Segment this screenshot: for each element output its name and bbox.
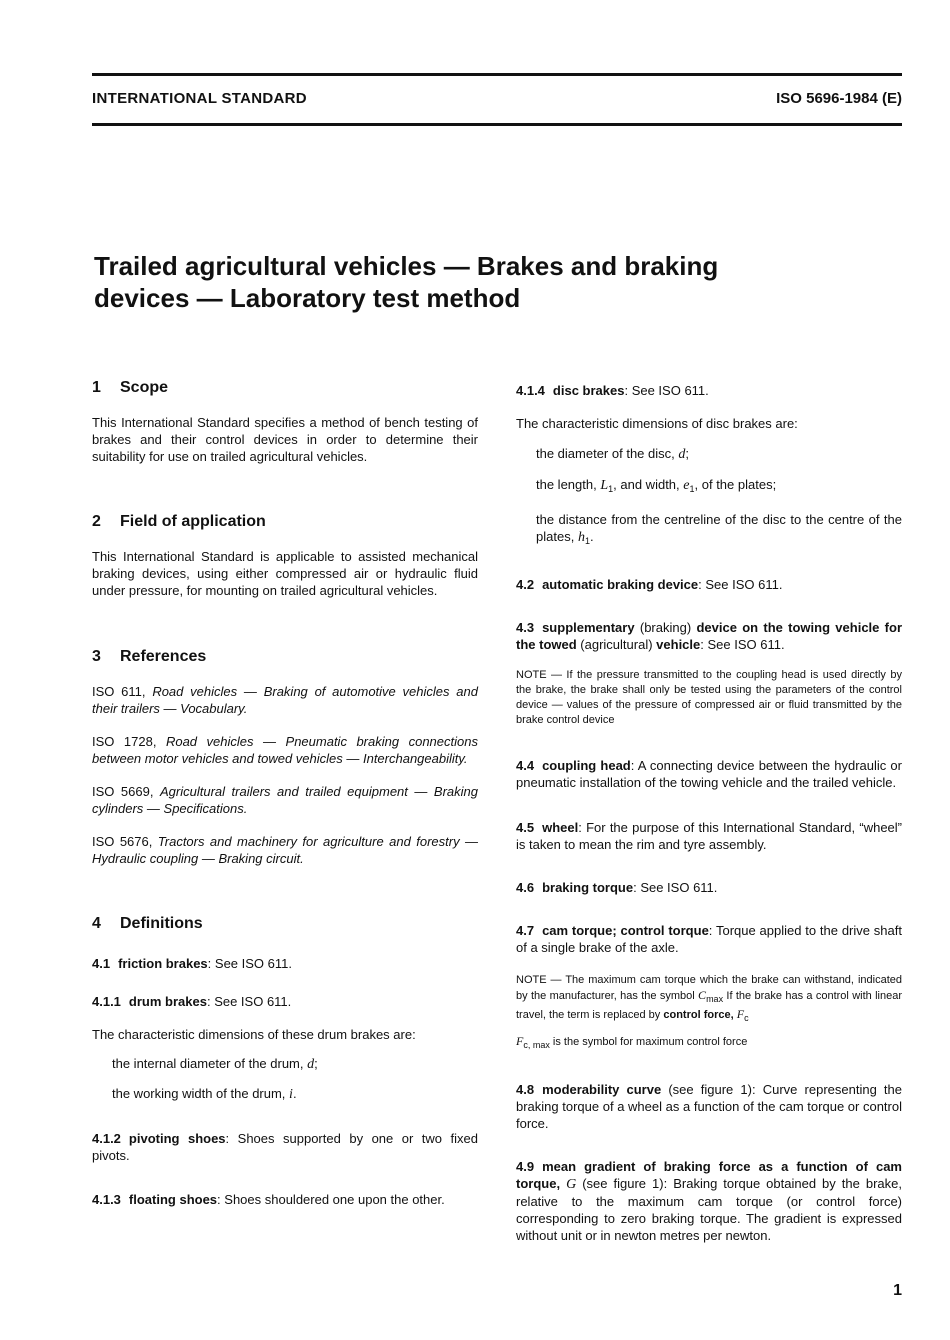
title-line-2: devices — Laboratory test method	[94, 283, 521, 313]
definition-4-3: 4.3 supplementary (braking) device on the towing vehicle for the towed (agricultural) vehicle: See ISO 611.	[516, 620, 903, 652]
left-column	[92, 378, 478, 1208]
definition-4-7: 4.7 cam torque; control torque: Torque applied to the drive shaft of a single brake of the axle.	[516, 923, 902, 955]
definition-4-5: 4.5 wheel: For the purpose of this International Standard, “wheel” is taken to mean the rim and tyre assembly.	[516, 820, 902, 852]
header-top-rule	[92, 73, 902, 76]
section-heading-definitions: 4 Definitions	[92, 915, 203, 932]
document-title	[94, 250, 874, 314]
section-heading-references: 3 References	[92, 648, 207, 665]
standard-type-label: INTERNATIONAL STANDARD	[92, 90, 307, 107]
drum-dimension-item: the working width of the drum, i.	[112, 1086, 297, 1102]
definition-4-8: 4.8 moderability curve (see figure 1): Curve representing the braking torque of a wheel as a function of the cam torque or control force.	[516, 1082, 903, 1131]
definition-4-9: 4.9 mean gradient of braking force as a function of cam torque, G (see figure 1): Braking torque obtained by the brake, relative to the maximum cam torque (or control force) corresponding to zero braking torque. The gradient is expressed without unit or in newton metres per newton.	[516, 1159, 902, 1243]
note-4-7-symbol: $F_{c, max}$ is the symbol for maximum control force	[516, 1034, 748, 1050]
definition-4-6: 4.6 braking torque: See ISO 611.	[516, 880, 718, 895]
definition-4-1-2: 4.1.2 pivoting shoes: Shoes supported by one or two fixed pivots.	[92, 1131, 478, 1163]
definition-4-1-4: 4.1.4 disc brakes: See ISO 611.	[516, 383, 709, 398]
reference-item: ISO 5676, Tractors and machinery for agriculture and forestry — Hydraulic coupling — Braking circuit.	[92, 834, 478, 866]
definition-4-1: 4.1 friction brakes: See ISO 611.	[92, 956, 292, 971]
definition-4-1-1: 4.1.1 drum brakes: See ISO 611.	[92, 994, 292, 1009]
right-column	[516, 382, 902, 1244]
drum-dimensions-intro: The characteristic dimensions of these drum brakes are:	[92, 1027, 416, 1042]
section-heading-field: 2 Field of application	[92, 513, 266, 530]
field-text: This International Standard is applicable to assisted mechanical braking devices, using either compressed air or hydraulic fluid under pressure, for mounting on trailed agricultural vehicles.	[92, 549, 478, 598]
disc-dimension-item: the diameter of the disc, d;	[536, 446, 689, 462]
section-heading-scope: 1 Scope	[92, 379, 169, 396]
reference-item: ISO 1728, Road vehicles — Pneumatic braking connections between motor vehicles and towed vehicles — Interchangeability.	[92, 734, 478, 766]
page-number: 1	[893, 1282, 902, 1299]
reference-item: ISO 5669, Agricultural trailers and trailed equipment — Braking cylinders — Specifications.	[92, 784, 478, 816]
definition-4-1-3: 4.1.3 floating shoes: Shoes shouldered one upon the other.	[92, 1192, 445, 1207]
disc-dimensions-intro: The characteristic dimensions of disc brakes are:	[516, 416, 798, 431]
scope-text: This International Standard specifies a method of bench testing of brakes and their control devices in order to determine their suitability for use on trailed agricultural vehicles.	[92, 415, 478, 464]
reference-item: ISO 611, Road vehicles — Braking of automotive vehicles and their trailers — Vocabulary.	[92, 684, 478, 716]
disc-dimension-item: the length, $L_1$, and width, $e_1$, of the plates;	[536, 477, 777, 494]
disc-dimension-item: the distance from the centreline of the disc to the centre of the plates, $h_1$.	[536, 512, 902, 546]
title-line-1: Trailed agricultural vehicles — Brakes and braking	[94, 251, 719, 281]
note-4-3: NOTE — If the pressure transmitted to the coupling head is used directly by the brake, the brake shall only be tested using the parameters of the control device — values of the pressure of compressed air or fluid transmitted by the brake control device	[516, 669, 902, 726]
definition-4-4: 4.4 coupling head: A connecting device between the hydraulic or pneumatic installation of the towing vehicle and the trailed vehicle.	[516, 758, 902, 790]
note-4-7: NOTE — The maximum cam torque which the brake can withstand, indicated by the manufacturer, has the symbol $C_{max}$ If the brake has a control with linear travel, the term is replaced by control force, $F_c$	[516, 974, 902, 1023]
standard-number: ISO 5696-1984 (E)	[776, 90, 902, 107]
definition-4-2: 4.2 automatic braking device: See ISO 611.	[516, 577, 783, 592]
drum-dimension-item: the internal diameter of the drum, d;	[112, 1056, 318, 1072]
header-bottom-rule	[92, 123, 902, 126]
